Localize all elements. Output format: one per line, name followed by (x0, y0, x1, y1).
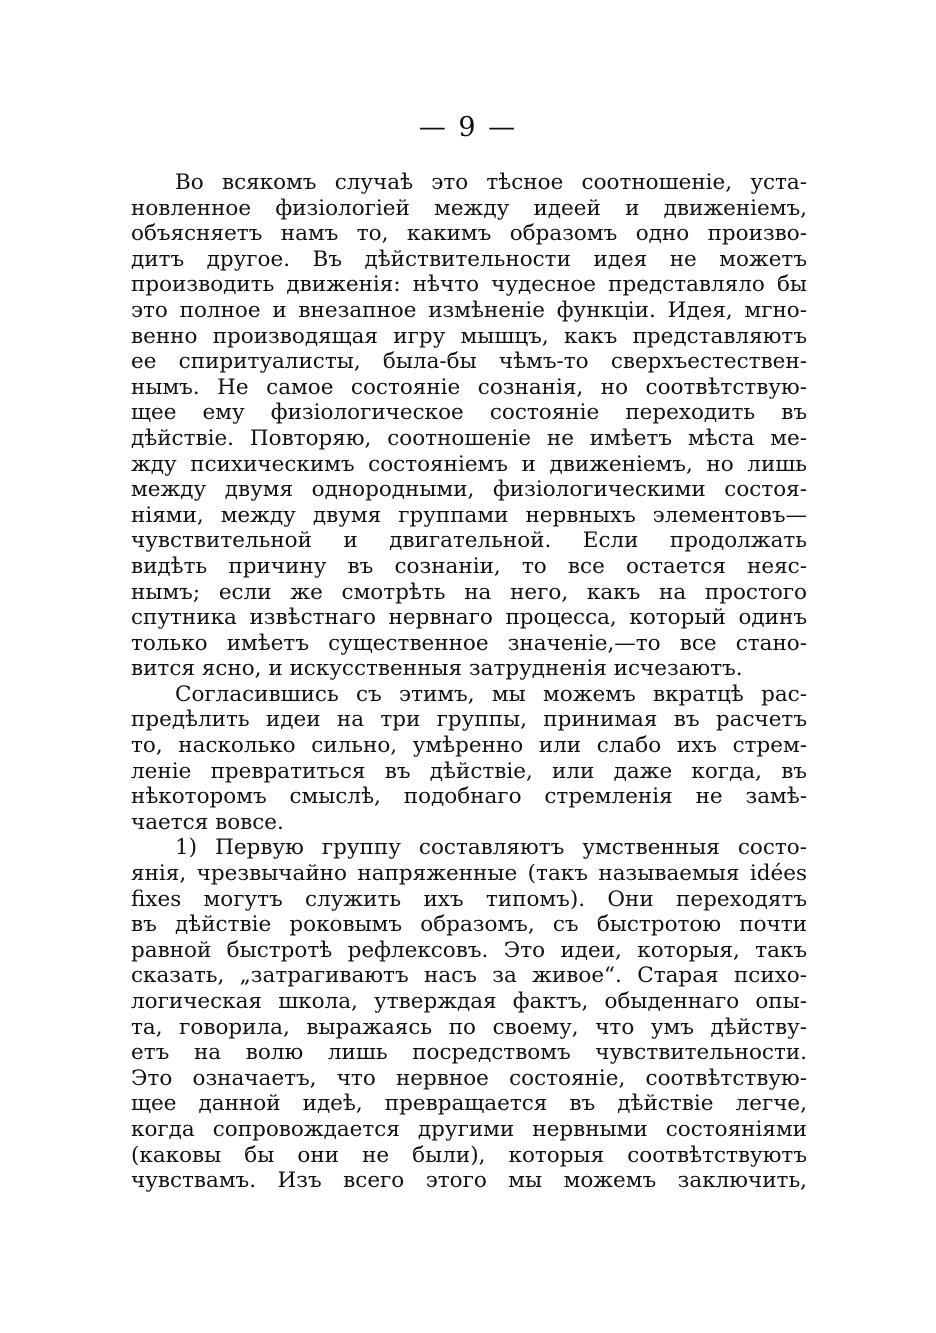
text-line: ніями, между двумя группами нервныхъ элементовъ— (131, 502, 807, 528)
paragraph (131, 170, 807, 682)
text-line: щее данной идеѣ, превращается въ дѣйствіе легче, (131, 1091, 807, 1117)
text-line: нѣкоторомъ смыслѣ, подобнаго стремленія не замѣ- (131, 784, 807, 810)
text-line: янія, чрезвычайно напряженные (такъ называемыя idées (131, 861, 807, 887)
text-line: щее ему физіологическое состояніе переходить въ (131, 400, 807, 426)
text-line: въ дѣйствіе роковымъ образомъ, съ быстротою почти (131, 912, 807, 938)
text-line: это полное и внезапное измѣненіе функціи. Идея, мгно- (131, 297, 807, 323)
body-text (131, 170, 807, 1194)
text-line: (каковы бы они не были), которыя соотвѣтствуютъ (131, 1142, 807, 1168)
paragraph (131, 835, 807, 1193)
text-line: fixes могутъ служить ихъ типомъ). Они переходятъ (131, 886, 807, 912)
text-line: дѣйствіе. Повторяю, соотношеніе не имѣетъ мѣста ме- (131, 425, 807, 451)
text-line: когда сопровождается другими нервными состояніями (131, 1116, 807, 1142)
text-line: жду психическимъ состояніемъ и движеніемъ, но лишь (131, 451, 807, 477)
text-line: нымъ; если же смотрѣть на него, какъ на простого (131, 579, 807, 605)
text-line: нымъ. Не самое состояніе сознанія, но соотвѣтствую- (131, 374, 807, 400)
text-line: спутника извѣстнаго нервнаго процесса, который одинъ (131, 605, 807, 631)
text-line: вится ясно, и искусственныя затрудненія исчезаютъ. (131, 656, 743, 682)
text-line: 1) Первую группу составляютъ умственныя состо- (175, 835, 807, 861)
text-line: видѣть причину въ сознаніи, то все остается неяс- (131, 553, 807, 579)
text-line: логическая школа, утверждая фактъ, обыденнаго опы- (131, 989, 807, 1014)
text-line: Во всякомъ случаѣ это тѣсное соотношеніе, уста- (175, 170, 807, 195)
text-line: между двумя однородными, физіологическими состоя- (131, 477, 807, 503)
text-line: новленное физіологіей между идеей и движеніемъ, (131, 195, 807, 221)
text-line: Согласившись съ этимъ, мы можемъ вкратцѣ рас- (175, 681, 807, 707)
page-number: — 9 — (418, 112, 518, 143)
text-line: сказать, „затрагиваютъ насъ за живое“. Старая психо- (131, 963, 807, 989)
text-line: равной быстротѣ рефлексовъ. Это идеи, которыя, такъ (131, 937, 807, 963)
text-line: леніе превратиться въ дѣйствіе, или даже когда, въ (131, 758, 807, 784)
text-line: Это означаетъ, что нервное состояніе, соотвѣтствую- (131, 1065, 807, 1091)
text-line: чувствительной и двигательной. Если продолжать (131, 528, 807, 554)
text-line: венно производящая игру мышцъ, какъ представляютъ (131, 323, 807, 349)
paragraph (131, 682, 807, 836)
text-line: етъ на волю лишь посредствомъ чувствительности. (131, 1040, 807, 1066)
text-line: только имѣетъ существенное значеніе,—то все стано- (131, 630, 807, 656)
text-line: производить движенія: нѣчто чудесное представляло бы (131, 272, 807, 298)
text-line: то, насколько сильно, умѣренно или слабо ихъ стрем- (131, 733, 807, 759)
text-line: чувствамъ. Изъ всего этого мы можемъ заключить, (131, 1168, 807, 1194)
text-line: та, говорила, выражаясь по своему, что умъ дѣйству- (131, 1014, 807, 1040)
text-line: чается вовсе. (131, 809, 284, 835)
text-line: дитъ другое. Въ дѣйствительности идея не можетъ (131, 246, 807, 272)
text-line: предѣлить идеи на три группы, принимая въ расчетъ (131, 707, 807, 733)
text-line: ее спиритуалисты, была-бы чѣмъ-то сверхъестествен- (131, 349, 807, 375)
text-line: объясняетъ намъ то, какимъ образомъ одно произво- (131, 221, 807, 247)
